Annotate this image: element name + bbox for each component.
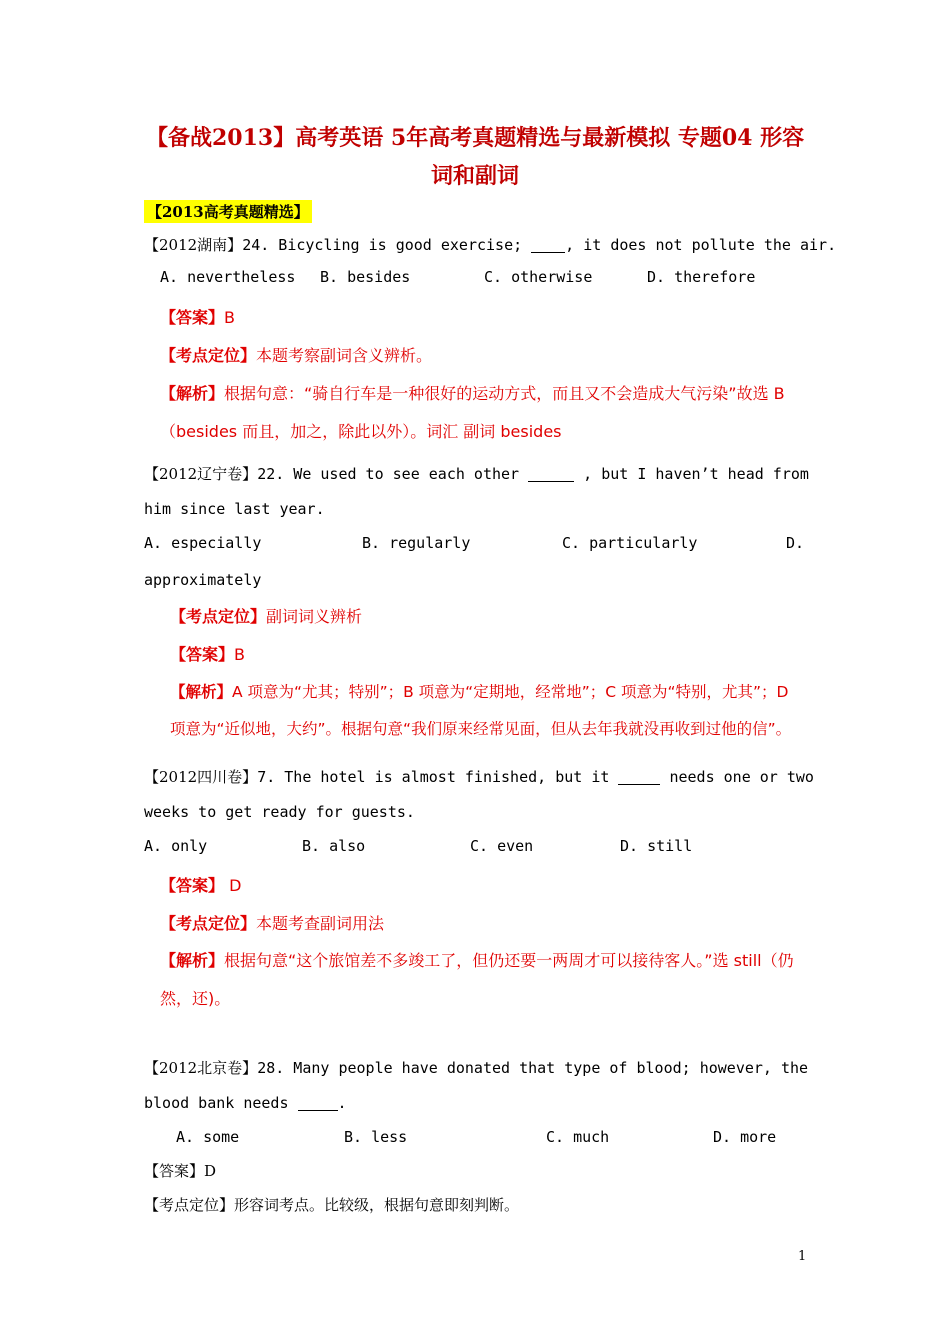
question-2-stem-b: , but I haven’t head from xyxy=(574,465,809,483)
question-1-option-d: D. therefore xyxy=(647,268,756,286)
question-3-option-b: B. also xyxy=(302,837,366,855)
question-2-stem-c: him since last year. xyxy=(144,500,325,518)
question-4-answer: 【答案】D xyxy=(144,1162,217,1180)
question-3-stem-c: weeks to get ready for guests. xyxy=(144,803,415,821)
question-2-point: 【考点定位】副词词义辨析 xyxy=(170,607,363,626)
question-4-source: 【2012北京卷】 xyxy=(144,1059,258,1077)
question-1-option-b: B. besides xyxy=(320,268,411,286)
question-3-option-d: D. still xyxy=(620,837,693,855)
question-3-analysis-1: 【解析】根据句意“这个旅馆差不多竣工了，但仍还要一两周才可以接待客人。”选 still（仍 xyxy=(160,951,794,970)
question-1-answer: 【答案】B xyxy=(160,308,235,327)
question-2-option-b: B. regularly xyxy=(362,534,471,552)
question-3-option-c: C. even xyxy=(470,837,534,855)
question-3-source: 【2012四川卷】 xyxy=(144,768,258,786)
question-1-point: 【考点定位】本题考察副词含义辨析。 xyxy=(160,346,433,365)
question-3-answer: 【答案】 D xyxy=(160,876,242,895)
question-2-stem xyxy=(144,463,809,484)
question-1-option-a: A. nevertheless xyxy=(160,268,296,286)
question-2-answer: 【答案】B xyxy=(170,645,245,664)
page-title-line1: 【备战2013】高考英语 5年高考真题精选与最新模拟 专题04 形容 xyxy=(146,125,805,151)
question-1-stem-b: , it does not pollute the air. xyxy=(565,236,837,254)
page-title-line2: 词和副词 xyxy=(431,163,520,189)
question-1-stem xyxy=(144,234,836,255)
question-4-option-c: C. much xyxy=(546,1128,610,1146)
question-4-point: 【考点定位】形容词考点。比较级，根据句意即刻判断。 xyxy=(144,1196,520,1214)
question-2-option-d-letter: D. xyxy=(786,534,805,552)
question-2-analysis-2: 项意为“近似地，大约”。根据句意“我们原来经常见面，但从去年我就没再收到过他的信”。 xyxy=(170,720,792,738)
question-1-source: 【2012湖南】 xyxy=(144,236,243,254)
question-3-point: 【考点定位】本题考查副词用法 xyxy=(160,914,385,933)
question-3-analysis-2: 然，还)。 xyxy=(160,989,231,1008)
question-4-option-a: A. some xyxy=(176,1128,240,1146)
question-3-option-a: A. only xyxy=(144,837,208,855)
question-2-option-c: C. particularly xyxy=(562,534,698,552)
question-2-stem-a: 22. We used to see each other xyxy=(257,465,529,483)
question-2-analysis-1: 【解析】A 项意为“尤其；特别”；B 项意为“定期地，经常地”；C 项意为“特别，尤其”；D xyxy=(170,683,789,701)
question-1-blank xyxy=(531,237,565,253)
question-4-blank xyxy=(298,1095,338,1111)
question-3-stem-b: needs one or two xyxy=(660,768,814,786)
question-1-analysis-2: （besides 而且，加之，除此以外）。词汇 副词 besides xyxy=(160,422,562,441)
question-4-stem-a: 28. Many people have donated that type of blood; however, the xyxy=(257,1059,809,1077)
question-4-option-b: B. less xyxy=(344,1128,408,1146)
question-2-blank xyxy=(528,466,574,482)
question-1-option-c: C. otherwise xyxy=(484,268,593,286)
question-3-blank xyxy=(618,769,660,785)
question-2-option-a: A. especially xyxy=(144,534,262,552)
question-4-stem xyxy=(144,1057,808,1078)
section-label: 【2013高考真题精选】 xyxy=(144,200,312,223)
question-1-stem-a: 24. Bicycling is good exercise; xyxy=(242,236,532,254)
question-4-option-d: D. more xyxy=(713,1128,777,1146)
question-1-analysis-1: 【解析】根据句意：“骑自行车是一种很好的运动方式，而且又不会造成大气污染”故选 B xyxy=(160,384,785,403)
question-4-stem-b: blood bank needs . xyxy=(144,1094,347,1112)
question-3-stem-a: 7. The hotel is almost finished, but it xyxy=(257,768,619,786)
question-2-option-d: approximately xyxy=(144,571,262,589)
page-number: 1 xyxy=(798,1249,807,1264)
question-2-source: 【2012辽宁卷】 xyxy=(144,465,258,483)
question-3-stem xyxy=(144,766,814,787)
